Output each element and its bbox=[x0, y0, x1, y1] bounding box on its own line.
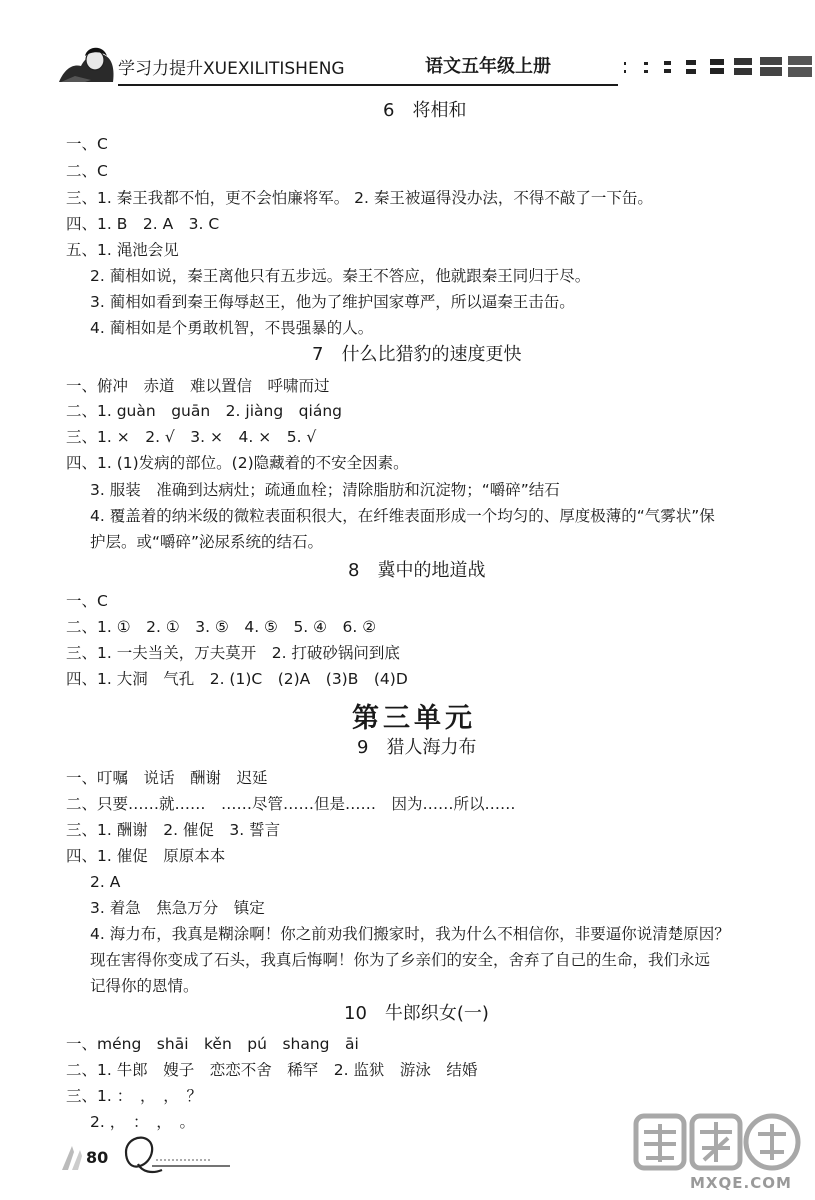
lesson-6-line: 五、1. 渑池会见 bbox=[66, 241, 179, 259]
lesson-6-line: 3. 蔺相如看到秦王侮辱赵王，他为了维护国家尊严，所以逼秦王击缶。 bbox=[90, 293, 575, 311]
lesson-8-line: 四、1. 大洞 气孔 2. (1)C (2)A (3)B (4)D bbox=[66, 670, 408, 688]
lesson-7-line: 一、俯冲 赤道 难以置信 呼啸而过 bbox=[66, 377, 330, 395]
lesson-6-line: 4. 蔺相如是个勇敢机智，不畏强暴的人。 bbox=[90, 319, 374, 337]
header-rule bbox=[118, 84, 618, 86]
lesson-9-line: 三、1. 酬谢 2. 催促 3. 誓言 bbox=[66, 821, 281, 839]
lesson-10-line: 三、1. ： ， ， ？ bbox=[66, 1087, 202, 1105]
student-portrait-icon bbox=[55, 38, 119, 84]
lesson-7-title: 7 什么比猎豹的速度更快 bbox=[312, 344, 522, 365]
lesson-9-line: 二、只要……就…… ……尽管……但是…… 因为……所以…… bbox=[66, 795, 516, 813]
lesson-10-line: 2. ， ： ， 。 bbox=[90, 1113, 195, 1131]
lesson-9-line: 3. 着急 焦急万分 镇定 bbox=[90, 899, 265, 917]
lesson-6-line: 三、1. 秦王我都不怕，更不会怕廉将军。 2. 秦王被逼得没办法，不得不敲了一下缶。 bbox=[66, 189, 653, 207]
lesson-9-line: 一、叮嘱 说话 酬谢 迟延 bbox=[66, 769, 268, 787]
lesson-10-line: 一、méng shāi kěn pú shang āi bbox=[66, 1035, 359, 1053]
lesson-9-line: 四、1. 催促 原原本本 bbox=[66, 847, 226, 865]
unit-title: 第三单元 bbox=[352, 703, 476, 734]
lesson-7-line: 护层。或“嚼碎”泌尿系统的结石。 bbox=[90, 533, 324, 551]
lesson-9-line: 现在害得你变成了石头，我真后悔啊！你为了乡亲们的安全，舍弃了自己的生命，我们永远 bbox=[90, 951, 711, 969]
lesson-9-title: 9 猎人海力布 bbox=[357, 737, 477, 758]
book-title: 语文五年级上册 bbox=[425, 56, 551, 77]
lesson-9-line: 记得你的恩情。 bbox=[90, 977, 199, 995]
q-logo-icon bbox=[112, 1128, 232, 1178]
lesson-8-line: 三、1. 一夫当关，万夫莫开 2. 打破砂锅问到底 bbox=[66, 644, 400, 662]
lesson-7-line: 四、1. (1)发病的部位。(2)隐藏着的不安全因素。 bbox=[66, 454, 409, 472]
header-decoration-blocks bbox=[622, 54, 815, 80]
lesson-6-line: 四、1. B 2. A 3. C bbox=[66, 215, 220, 233]
lesson-8-title: 8 冀中的地道战 bbox=[348, 560, 486, 581]
lesson-9-line: 2. A bbox=[90, 873, 121, 891]
series-title: 学习力提升XUEXILITISHENG bbox=[118, 59, 345, 79]
lesson-6-line: 2. 蔺相如说，秦王离他只有五步远。秦王不答应，他就跟秦王同归于尽。 bbox=[90, 267, 591, 285]
lesson-8-line: 二、1. ① 2. ① 3. ⑤ 4. ⑤ 5. ④ 6. ② bbox=[66, 618, 377, 636]
lesson-6-line: 二、C bbox=[66, 162, 108, 180]
lesson-10-title: 10 牛郎织女(一) bbox=[344, 1003, 489, 1024]
lesson-6-title: 6 将相和 bbox=[383, 100, 467, 121]
footer-decoration-icon bbox=[60, 1140, 88, 1174]
page-number: 80 bbox=[86, 1148, 109, 1167]
lesson-7-line: 3. 服装 准确到达病灶；疏通血栓；清除脂肪和沉淀物；“嚼碎”结石 bbox=[90, 481, 560, 499]
lesson-6-line: 一、C bbox=[66, 135, 108, 153]
lesson-10-line: 二、1. 牛郎 嫂子 恋恋不舍 稀罕 2. 监狱 游泳 结婚 bbox=[66, 1061, 478, 1079]
lesson-9-line: 4. 海力布，我真是糊涂啊！你之前劝我们搬家时，我为什么不相信你，非要逼你说清楚原因？ bbox=[90, 925, 730, 943]
page-header bbox=[0, 0, 815, 95]
lesson-7-line: 二、1. guàn guān 2. jiàng qiáng bbox=[66, 402, 342, 420]
lesson-7-line: 三、1. × 2. √ 3. × 4. × 5. √ bbox=[66, 428, 317, 446]
lesson-8-line: 一、C bbox=[66, 592, 108, 610]
watermark-text: MXQE.COM bbox=[690, 1174, 792, 1192]
lesson-7-line: 4. 覆盖着的纳米级的微粒表面积很大，在纤维表面形成一个均匀的、厚度极薄的“气雾状”保 bbox=[90, 507, 715, 525]
